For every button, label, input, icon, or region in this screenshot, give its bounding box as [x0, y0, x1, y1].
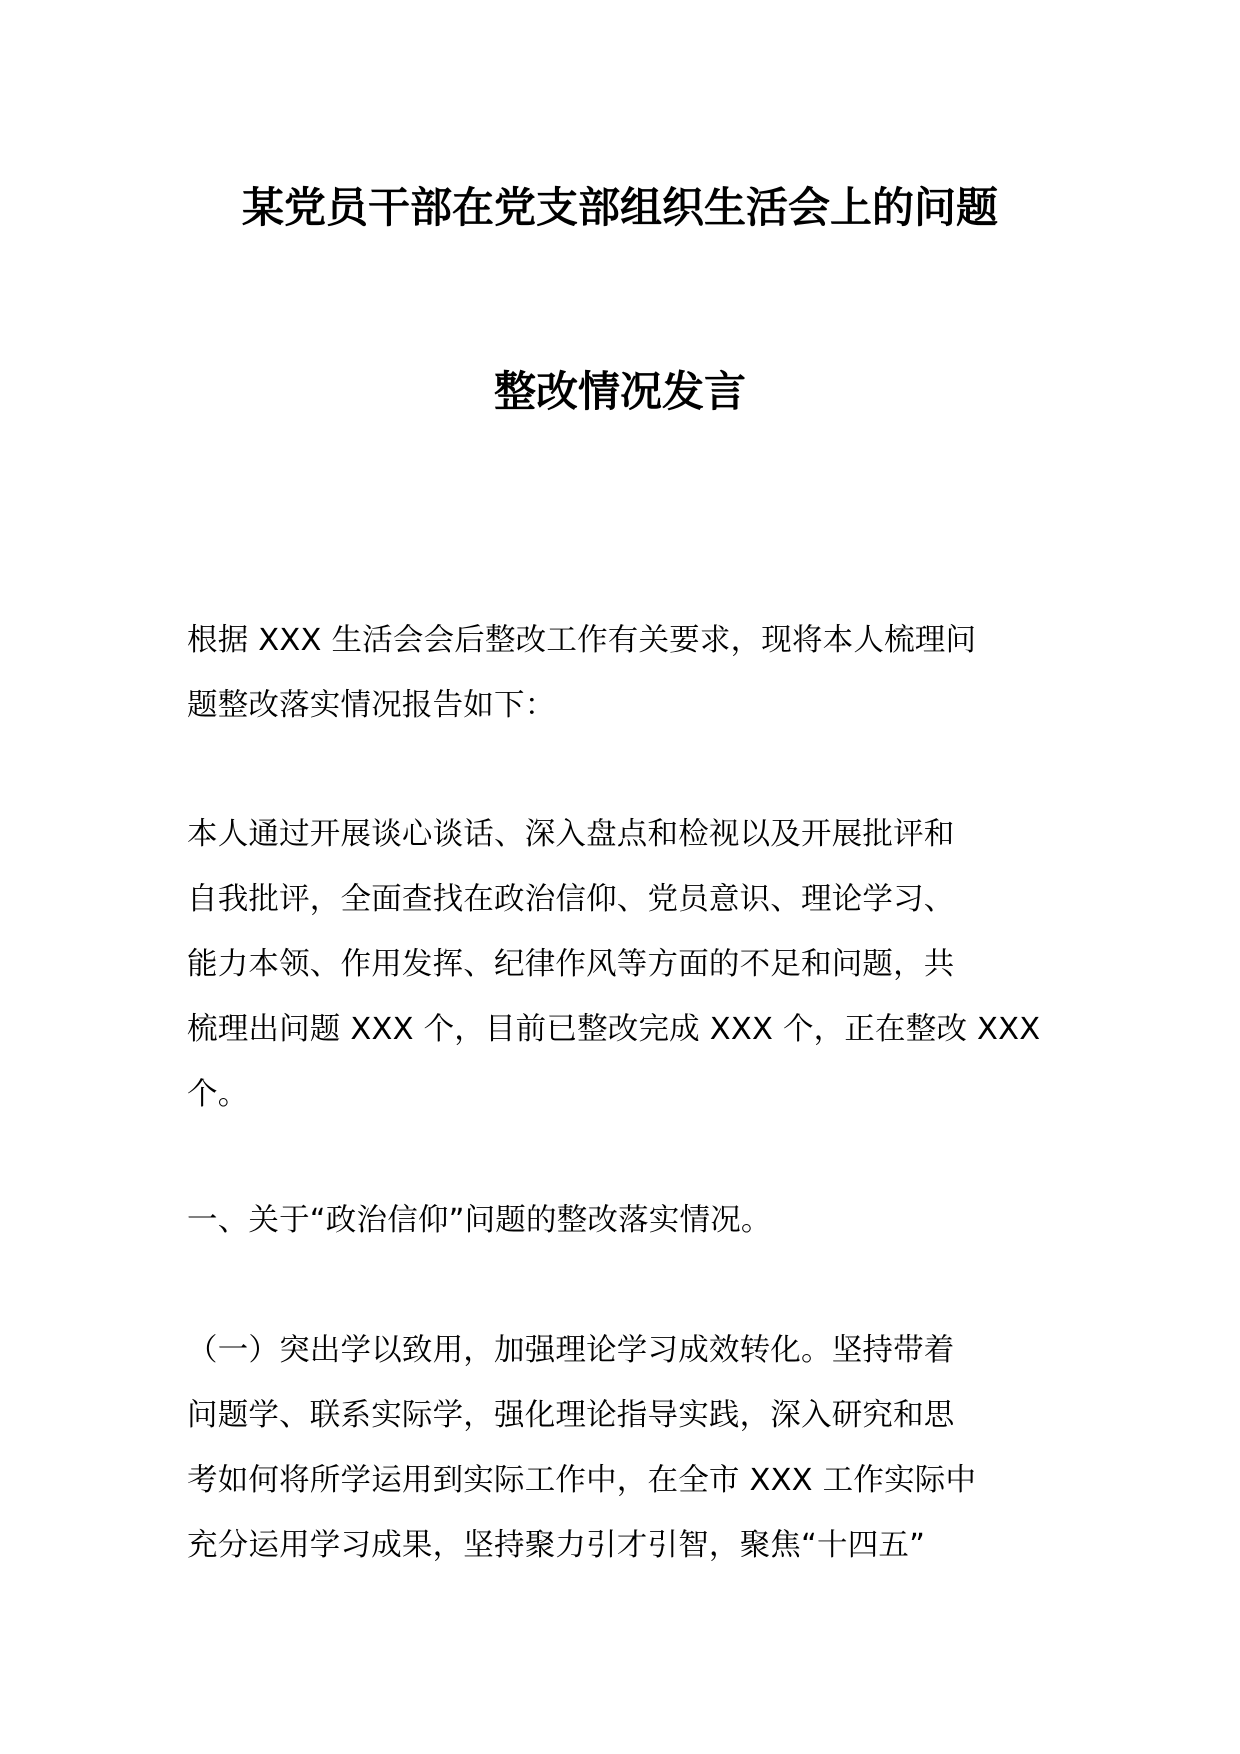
section-heading-text: 一、关于“政治信仰”问题的整改落实情况。: [187, 1203, 772, 1238]
paragraph-intro: [187, 608, 1059, 738]
paragraph-line: 本人通过开展谈心谈话、深入盘点和检视以及开展批评和: [187, 817, 955, 852]
document-title-line-1: 某党员干部在党支部组织生活会上的问题: [241, 183, 998, 232]
paragraph-line: 根据 XXX 生活会会后整改工作有关要求，现将本人梳理问: [187, 623, 977, 658]
paragraph-line: 自我批评，全面查找在政治信仰、党员意识、理论学习、: [187, 882, 955, 917]
paragraph-summary: [187, 802, 1059, 1127]
paragraph-line: 问题学、联系实际学，强化理论指导实践，深入研究和思: [187, 1398, 955, 1433]
paragraph-line: （一）突出学以致用，加强理论学习成效转化。坚持带着: [187, 1333, 955, 1368]
paragraph-line: 考如何将所学运用到实际工作中，在全市 XXX 工作实际中: [187, 1463, 977, 1498]
paragraph-line: 充分运用学习成果，坚持聚力引才引智，聚焦“十四五”: [187, 1528, 926, 1563]
paragraph-line: 个。: [187, 1077, 249, 1112]
section-heading-1: [187, 1188, 1059, 1253]
paragraph-line: 能力本领、作用发挥、纪律作风等方面的不足和问题，共: [187, 947, 955, 982]
paragraph-subsection-1: [187, 1318, 1059, 1578]
paragraph-line: 梳理出问题 XXX 个，目前已整改完成 XXX 个，正在整改 XXX: [187, 1012, 1041, 1047]
paragraph-line: 题整改落实情况报告如下：: [187, 688, 556, 723]
document-title-line-2: 整改情况发言: [493, 367, 746, 416]
